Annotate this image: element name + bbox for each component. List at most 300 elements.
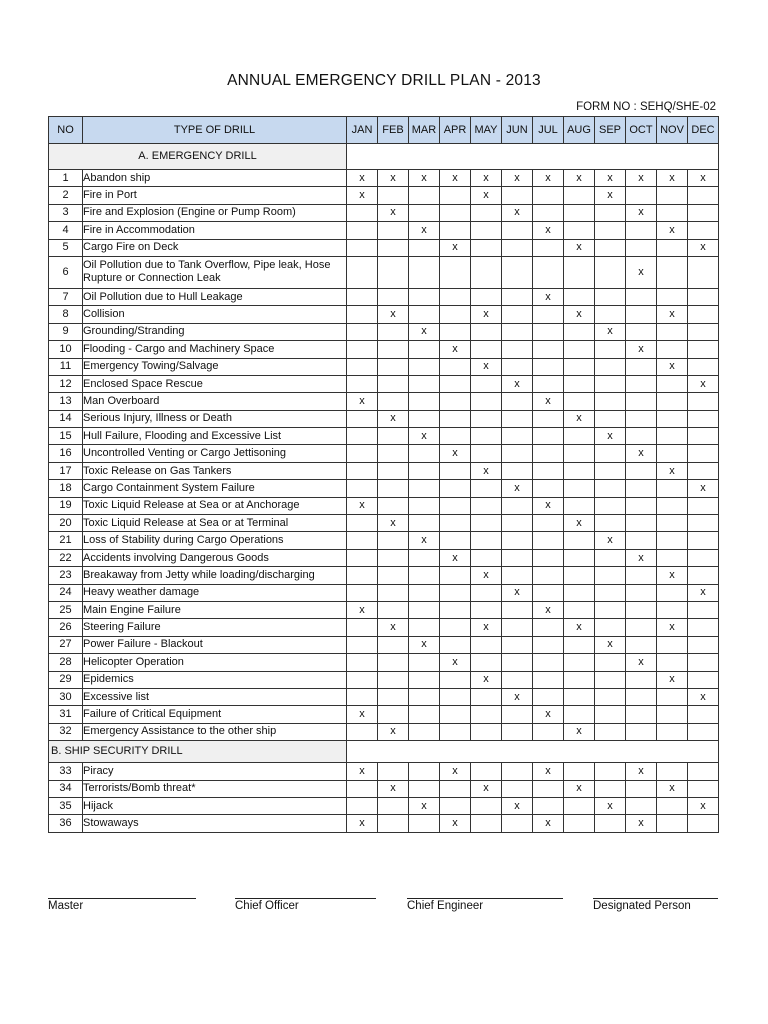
month-cell-sep: [595, 393, 626, 410]
month-cell-aug: [564, 636, 595, 653]
month-cell-aug: [564, 393, 595, 410]
drill-name: Enclosed Space Rescue: [83, 375, 347, 392]
month-cell-oct: [626, 222, 657, 239]
month-cell-apr: [440, 323, 471, 340]
drill-number: 15: [49, 428, 83, 445]
month-cell-jul: x: [533, 288, 564, 305]
month-cell-nov: [657, 445, 688, 462]
month-cell-mar: [409, 601, 440, 618]
table-row: [49, 654, 719, 671]
month-cell-mar: [409, 187, 440, 204]
month-cell-apr: [440, 723, 471, 740]
month-cell-feb: [378, 549, 409, 566]
month-cell-jan: [347, 204, 378, 221]
month-cell-jan: [347, 445, 378, 462]
month-cell-mar: [409, 306, 440, 323]
month-cell-aug: [564, 323, 595, 340]
month-cell-dec: [688, 549, 719, 566]
drill-name: Heavy weather damage: [83, 584, 347, 601]
month-cell-mar: [409, 567, 440, 584]
table-row: [49, 797, 719, 814]
month-cell-oct: [626, 410, 657, 427]
month-cell-jan: x: [347, 815, 378, 832]
month-cell-feb: [378, 688, 409, 705]
month-cell-dec: [688, 706, 719, 723]
month-cell-oct: [626, 671, 657, 688]
month-cell-feb: [378, 187, 409, 204]
month-cell-mar: x: [409, 636, 440, 653]
month-cell-jun: [502, 549, 533, 566]
month-cell-jun: [502, 780, 533, 797]
drill-name: Excessive list: [83, 688, 347, 705]
month-cell-nov: [657, 688, 688, 705]
month-cell-aug: x: [564, 239, 595, 256]
drill-name: Steering Failure: [83, 619, 347, 636]
month-cell-apr: x: [440, 654, 471, 671]
month-cell-jun: [502, 567, 533, 584]
header-month-mar: MAR: [409, 117, 440, 144]
header-no: NO: [49, 117, 83, 144]
month-cell-may: [471, 797, 502, 814]
month-cell-dec: [688, 323, 719, 340]
month-cell-nov: [657, 204, 688, 221]
month-cell-feb: [378, 532, 409, 549]
month-cell-feb: [378, 671, 409, 688]
drill-name: Man Overboard: [83, 393, 347, 410]
month-cell-jul: [533, 306, 564, 323]
month-cell-nov: [657, 375, 688, 392]
month-cell-mar: [409, 256, 440, 288]
month-cell-aug: x: [564, 306, 595, 323]
month-cell-mar: [409, 549, 440, 566]
month-cell-jan: [347, 619, 378, 636]
month-cell-jun: x: [502, 797, 533, 814]
month-cell-feb: x: [378, 410, 409, 427]
month-cell-jan: [347, 723, 378, 740]
month-cell-jan: [347, 341, 378, 358]
month-cell-dec: x: [688, 480, 719, 497]
month-cell-aug: [564, 584, 595, 601]
month-cell-dec: [688, 393, 719, 410]
section-blank-cell: [347, 144, 719, 170]
month-cell-jun: [502, 222, 533, 239]
section-header-row: [49, 144, 719, 170]
month-cell-dec: [688, 222, 719, 239]
drill-number: 24: [49, 584, 83, 601]
month-cell-nov: [657, 323, 688, 340]
month-cell-dec: [688, 815, 719, 832]
drill-name: Toxic Liquid Release at Sea or at Anchorage: [83, 497, 347, 514]
month-cell-jul: [533, 341, 564, 358]
month-cell-dec: [688, 410, 719, 427]
header-month-dec: DEC: [688, 117, 719, 144]
month-cell-dec: [688, 780, 719, 797]
month-cell-aug: [564, 797, 595, 814]
drill-name: Hijack: [83, 797, 347, 814]
month-cell-jan: [347, 567, 378, 584]
month-cell-dec: [688, 671, 719, 688]
month-cell-oct: [626, 375, 657, 392]
month-cell-jun: [502, 239, 533, 256]
table-row: [49, 256, 719, 288]
month-cell-apr: [440, 187, 471, 204]
month-cell-aug: x: [564, 410, 595, 427]
month-cell-oct: [626, 187, 657, 204]
month-cell-jan: x: [347, 187, 378, 204]
drill-number: 27: [49, 636, 83, 653]
month-cell-sep: [595, 480, 626, 497]
header-month-jul: JUL: [533, 117, 564, 144]
table-row: [49, 619, 719, 636]
month-cell-mar: x: [409, 532, 440, 549]
month-cell-dec: x: [688, 170, 719, 187]
drill-number: 28: [49, 654, 83, 671]
month-cell-jan: [347, 462, 378, 479]
month-cell-jun: [502, 723, 533, 740]
month-cell-feb: x: [378, 204, 409, 221]
month-cell-may: x: [471, 306, 502, 323]
header-month-jun: JUN: [502, 117, 533, 144]
month-cell-may: x: [471, 462, 502, 479]
month-cell-jun: x: [502, 688, 533, 705]
month-cell-mar: [409, 706, 440, 723]
drill-number: 36: [49, 815, 83, 832]
month-cell-jul: [533, 688, 564, 705]
table-row: [49, 204, 719, 221]
month-cell-feb: [378, 358, 409, 375]
month-cell-feb: [378, 636, 409, 653]
drill-number: 25: [49, 601, 83, 618]
month-cell-nov: [657, 549, 688, 566]
month-cell-aug: [564, 204, 595, 221]
month-cell-oct: [626, 706, 657, 723]
month-cell-feb: [378, 428, 409, 445]
month-cell-oct: [626, 306, 657, 323]
month-cell-jun: [502, 636, 533, 653]
month-cell-may: x: [471, 671, 502, 688]
header-month-sep: SEP: [595, 117, 626, 144]
drill-number: 1: [49, 170, 83, 187]
month-cell-sep: [595, 549, 626, 566]
month-cell-jul: x: [533, 601, 564, 618]
month-cell-may: x: [471, 187, 502, 204]
month-cell-jul: [533, 619, 564, 636]
month-cell-dec: [688, 428, 719, 445]
month-cell-apr: x: [440, 341, 471, 358]
table-row: [49, 636, 719, 653]
month-cell-jul: [533, 462, 564, 479]
month-cell-mar: [409, 393, 440, 410]
month-cell-nov: [657, 532, 688, 549]
month-cell-sep: [595, 288, 626, 305]
header-month-aug: AUG: [564, 117, 595, 144]
month-cell-feb: x: [378, 515, 409, 532]
month-cell-jul: [533, 549, 564, 566]
month-cell-oct: [626, 780, 657, 797]
month-cell-sep: [595, 601, 626, 618]
month-cell-feb: x: [378, 306, 409, 323]
month-cell-aug: x: [564, 170, 595, 187]
month-cell-oct: [626, 723, 657, 740]
drill-number: 20: [49, 515, 83, 532]
month-cell-jan: [347, 654, 378, 671]
month-cell-aug: [564, 375, 595, 392]
month-cell-may: [471, 375, 502, 392]
drill-name: Fire in Accommodation: [83, 222, 347, 239]
month-cell-apr: [440, 688, 471, 705]
table-row: [49, 688, 719, 705]
table-row: [49, 497, 719, 514]
month-cell-may: [471, 706, 502, 723]
month-cell-jan: [347, 256, 378, 288]
month-cell-oct: [626, 480, 657, 497]
month-cell-jan: [347, 306, 378, 323]
month-cell-nov: [657, 654, 688, 671]
drill-name: Fire in Port: [83, 187, 347, 204]
month-cell-jun: [502, 462, 533, 479]
month-cell-apr: [440, 480, 471, 497]
month-cell-sep: [595, 619, 626, 636]
month-cell-sep: x: [595, 170, 626, 187]
month-cell-jul: x: [533, 170, 564, 187]
table-row: [49, 601, 719, 618]
header-month-may: MAY: [471, 117, 502, 144]
drill-name: Serious Injury, Illness or Death: [83, 410, 347, 427]
month-cell-sep: [595, 671, 626, 688]
month-cell-dec: [688, 654, 719, 671]
month-cell-apr: [440, 636, 471, 653]
month-cell-may: [471, 341, 502, 358]
month-cell-apr: [440, 780, 471, 797]
month-cell-sep: [595, 306, 626, 323]
month-cell-feb: [378, 341, 409, 358]
month-cell-sep: [595, 375, 626, 392]
month-cell-sep: [595, 239, 626, 256]
month-cell-jan: x: [347, 170, 378, 187]
month-cell-jan: [347, 288, 378, 305]
month-cell-nov: [657, 187, 688, 204]
month-cell-aug: [564, 549, 595, 566]
drill-number: 4: [49, 222, 83, 239]
month-cell-jan: [347, 358, 378, 375]
month-cell-may: [471, 288, 502, 305]
month-cell-jan: [347, 428, 378, 445]
month-cell-may: [471, 515, 502, 532]
month-cell-sep: x: [595, 532, 626, 549]
table-row: [49, 239, 719, 256]
month-cell-nov: x: [657, 222, 688, 239]
month-cell-jun: [502, 410, 533, 427]
drill-number: 3: [49, 204, 83, 221]
month-cell-aug: [564, 445, 595, 462]
drill-name: Emergency Assistance to the other ship: [83, 723, 347, 740]
drill-number: 35: [49, 797, 83, 814]
month-cell-aug: [564, 480, 595, 497]
month-cell-aug: [564, 688, 595, 705]
section-blank-cell: [347, 741, 719, 763]
header-month-apr: APR: [440, 117, 471, 144]
month-cell-apr: [440, 706, 471, 723]
drill-number: 19: [49, 497, 83, 514]
month-cell-may: x: [471, 780, 502, 797]
drill-number: 30: [49, 688, 83, 705]
month-cell-jul: [533, 636, 564, 653]
month-cell-may: [471, 239, 502, 256]
month-cell-dec: [688, 515, 719, 532]
month-cell-mar: [409, 288, 440, 305]
month-cell-nov: [657, 584, 688, 601]
month-cell-nov: x: [657, 462, 688, 479]
month-cell-nov: [657, 797, 688, 814]
table-row: [49, 671, 719, 688]
month-cell-nov: [657, 636, 688, 653]
month-cell-apr: [440, 288, 471, 305]
drill-name: Breakaway from Jetty while loading/discharging: [83, 567, 347, 584]
month-cell-nov: [657, 410, 688, 427]
month-cell-dec: x: [688, 797, 719, 814]
month-cell-apr: x: [440, 763, 471, 780]
month-cell-jun: [502, 671, 533, 688]
drill-name: Hull Failure, Flooding and Excessive List: [83, 428, 347, 445]
signature-designated-person: Designated Person: [593, 898, 718, 912]
drill-name: Emergency Towing/Salvage: [83, 358, 347, 375]
month-cell-jan: [347, 549, 378, 566]
month-cell-jan: [347, 323, 378, 340]
month-cell-jul: [533, 187, 564, 204]
month-cell-oct: x: [626, 549, 657, 566]
month-cell-jun: [502, 601, 533, 618]
drill-number: 6: [49, 256, 83, 288]
drill-name: Oil Pollution due to Hull Leakage: [83, 288, 347, 305]
month-cell-jun: [502, 532, 533, 549]
month-cell-mar: x: [409, 170, 440, 187]
month-cell-oct: x: [626, 654, 657, 671]
month-cell-jan: [347, 515, 378, 532]
drill-name: Piracy: [83, 763, 347, 780]
month-cell-dec: x: [688, 688, 719, 705]
month-cell-oct: [626, 567, 657, 584]
month-cell-dec: x: [688, 375, 719, 392]
month-cell-feb: x: [378, 170, 409, 187]
month-cell-oct: x: [626, 204, 657, 221]
table-row: [49, 723, 719, 740]
month-cell-may: [471, 204, 502, 221]
drill-name: Accidents involving Dangerous Goods: [83, 549, 347, 566]
month-cell-dec: [688, 636, 719, 653]
header-row: [49, 117, 719, 144]
month-cell-jan: [347, 239, 378, 256]
month-cell-oct: x: [626, 815, 657, 832]
month-cell-jan: x: [347, 763, 378, 780]
month-cell-nov: [657, 239, 688, 256]
drill-name: Cargo Fire on Deck: [83, 239, 347, 256]
month-cell-nov: x: [657, 567, 688, 584]
table-row: [49, 323, 719, 340]
month-cell-jun: x: [502, 480, 533, 497]
month-cell-feb: [378, 323, 409, 340]
month-cell-jan: [347, 636, 378, 653]
month-cell-mar: [409, 671, 440, 688]
drill-name: Power Failure - Blackout: [83, 636, 347, 653]
drill-name: Epidemics: [83, 671, 347, 688]
section-label: B. SHIP SECURITY DRILL: [49, 741, 347, 763]
month-cell-mar: x: [409, 428, 440, 445]
month-cell-jul: [533, 204, 564, 221]
month-cell-sep: [595, 222, 626, 239]
month-cell-mar: [409, 815, 440, 832]
drill-number: 7: [49, 288, 83, 305]
month-cell-may: [471, 636, 502, 653]
drill-name: Helicopter Operation: [83, 654, 347, 671]
month-cell-oct: [626, 462, 657, 479]
month-cell-oct: [626, 619, 657, 636]
drill-name: Toxic Release on Gas Tankers: [83, 462, 347, 479]
month-cell-aug: [564, 462, 595, 479]
month-cell-nov: x: [657, 780, 688, 797]
month-cell-sep: x: [595, 187, 626, 204]
section-label: A. EMERGENCY DRILL: [49, 144, 347, 170]
table-row: [49, 549, 719, 566]
month-cell-oct: [626, 358, 657, 375]
table-row: [49, 584, 719, 601]
month-cell-mar: [409, 763, 440, 780]
month-cell-dec: [688, 306, 719, 323]
month-cell-aug: [564, 497, 595, 514]
month-cell-aug: x: [564, 780, 595, 797]
month-cell-jul: [533, 410, 564, 427]
month-cell-may: [471, 723, 502, 740]
signature-chief-engineer: Chief Engineer: [407, 898, 563, 912]
month-cell-aug: [564, 763, 595, 780]
month-cell-may: [471, 601, 502, 618]
month-cell-dec: [688, 532, 719, 549]
drill-number: 32: [49, 723, 83, 740]
drill-number: 13: [49, 393, 83, 410]
month-cell-jan: [347, 584, 378, 601]
month-cell-aug: [564, 187, 595, 204]
month-cell-jun: x: [502, 375, 533, 392]
month-cell-jul: [533, 375, 564, 392]
month-cell-apr: [440, 797, 471, 814]
month-cell-oct: [626, 288, 657, 305]
month-cell-apr: [440, 306, 471, 323]
month-cell-apr: [440, 532, 471, 549]
month-cell-apr: [440, 204, 471, 221]
month-cell-sep: [595, 763, 626, 780]
month-cell-dec: [688, 341, 719, 358]
month-cell-feb: x: [378, 619, 409, 636]
month-cell-feb: [378, 584, 409, 601]
month-cell-apr: [440, 567, 471, 584]
month-cell-may: [471, 688, 502, 705]
month-cell-jun: [502, 654, 533, 671]
month-cell-oct: [626, 797, 657, 814]
month-cell-jul: [533, 515, 564, 532]
month-cell-may: [471, 256, 502, 288]
header-type-of-drill: TYPE OF DRILL: [83, 117, 347, 144]
month-cell-jul: x: [533, 393, 564, 410]
drill-name: Collision: [83, 306, 347, 323]
month-cell-may: [471, 393, 502, 410]
month-cell-may: x: [471, 619, 502, 636]
table-row: [49, 462, 719, 479]
month-cell-mar: [409, 654, 440, 671]
month-cell-dec: [688, 497, 719, 514]
drill-number: 22: [49, 549, 83, 566]
month-cell-apr: [440, 619, 471, 636]
month-cell-mar: [409, 358, 440, 375]
month-cell-jun: [502, 497, 533, 514]
